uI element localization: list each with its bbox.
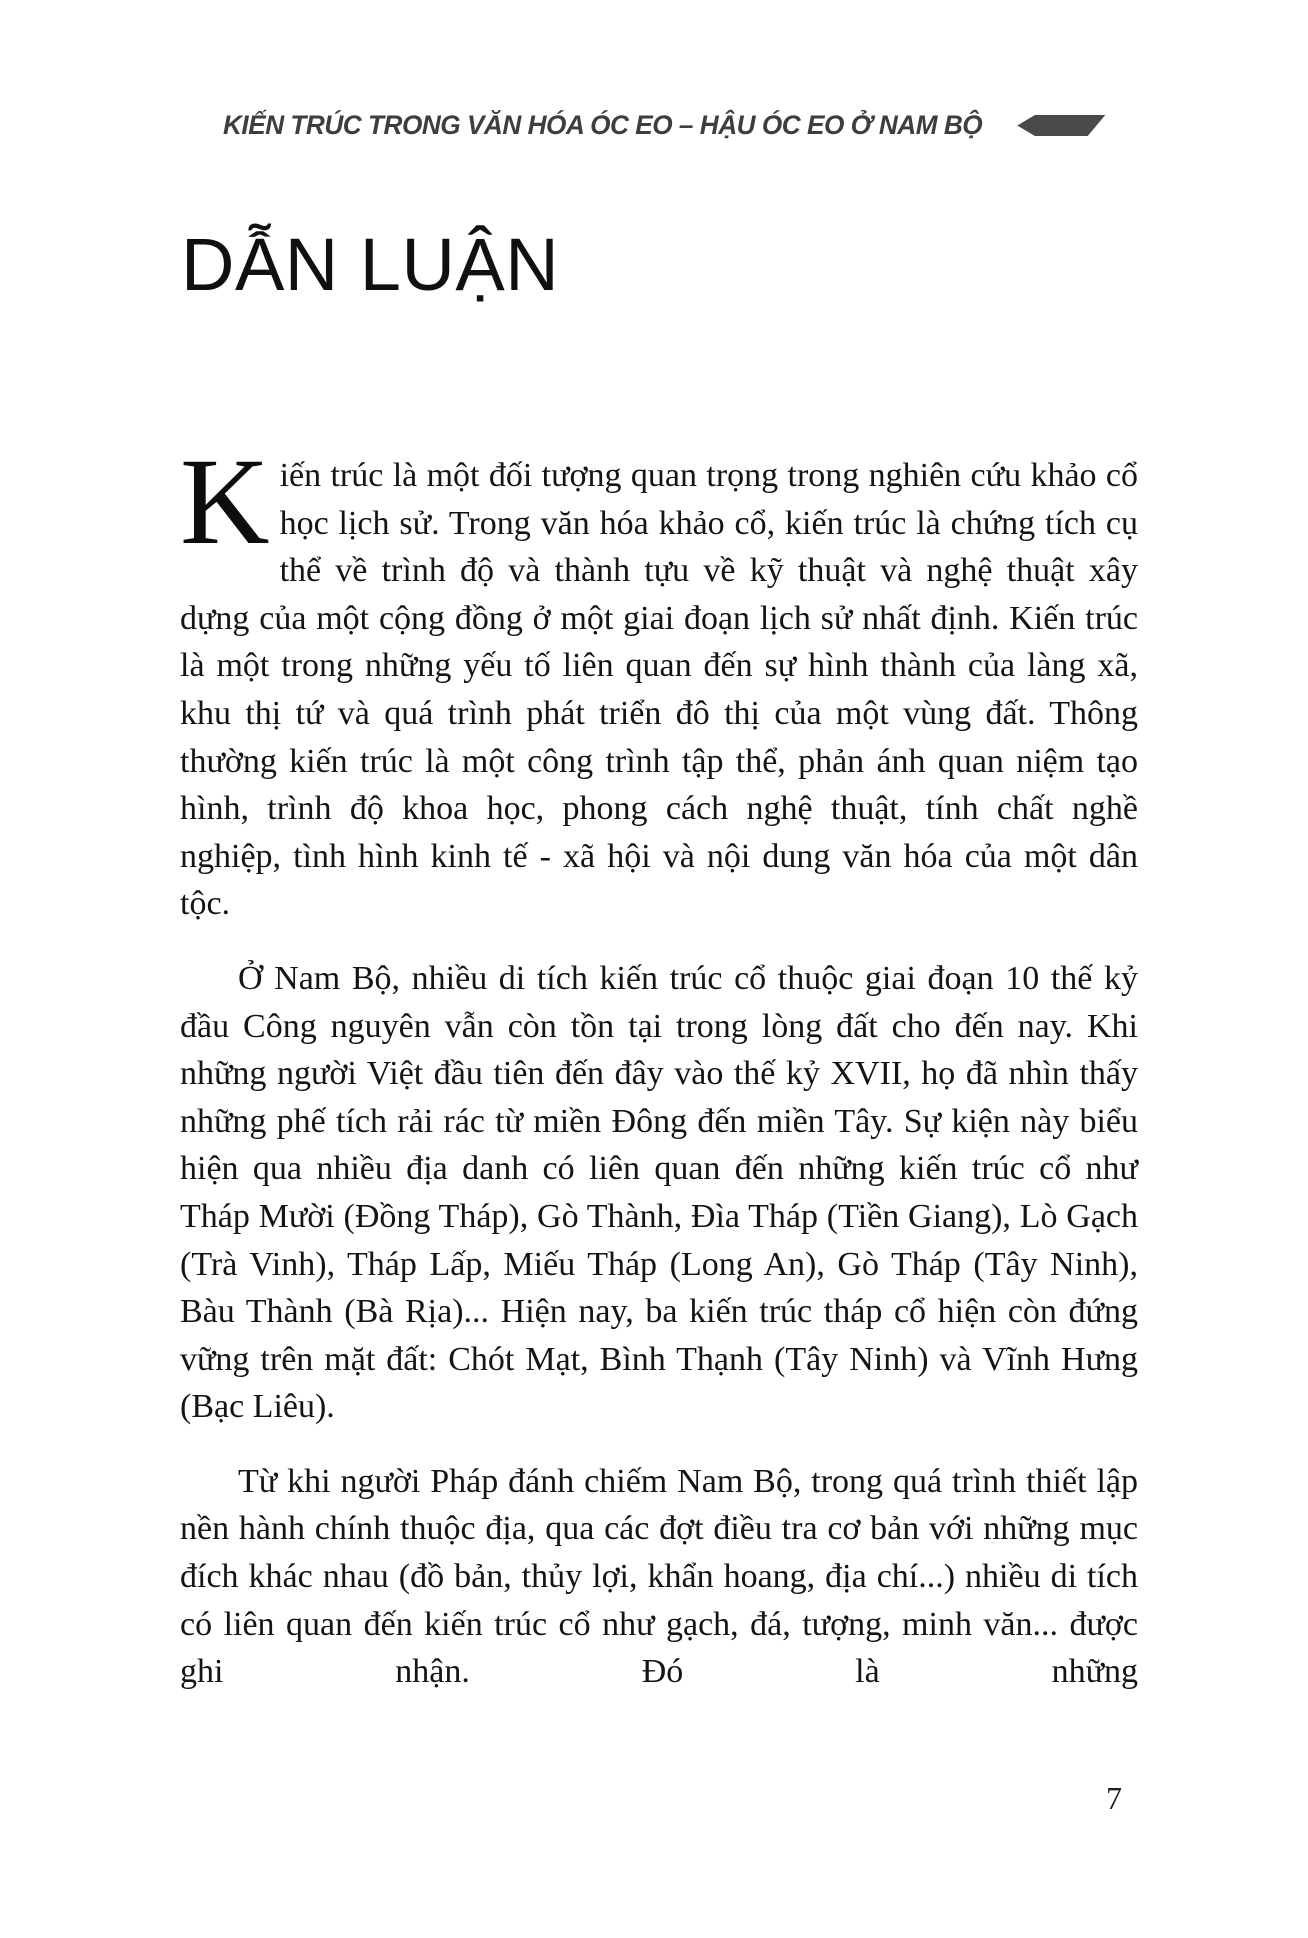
chapter-title: DẪN LUẬN xyxy=(181,223,560,306)
paragraph-1-text: iến trúc là một đối tượng quan trọng trong nghiên cứu khảo cổ học lịch sử. Trong văn hóa khảo cổ, kiến trúc là chứng tích cụ thể về trình độ và thành tựu về kỹ thuật và nghệ thuật xây dựng của một cộng đồng ở một giai đoạn lịch sử nhất định. Kiến trúc là một trong những yếu tố liên quan đến sự hình thành của làng xã, khu thị tứ và quá trình phát triển đô thị của một vùng đất. Thông thường kiến trúc là một công trình tập thể, phản ánh quan niệm tạo hình, trình độ khoa học, phong cách nghệ thuật, tính chất nghề nghiệp, tình hình kinh tế - xã hội và nội dung văn hóa của một dân tộc. xyxy=(180,457,1138,923)
page-number: 7 xyxy=(1106,1780,1122,1816)
tapered-arrow-icon xyxy=(1017,115,1105,136)
paragraph-2: Ở Nam Bộ, nhiều di tích kiến trúc cổ thuộc giai đoạn 10 thế kỷ đầu Công nguyên vẫn còn tồn tại trong lòng đất cho đến nay. Khi những người Việt đầu tiên đến đây vào thế kỷ XVII, họ đã nhìn thấy những phế tích rải rác từ miền Đông đến miền Tây. Sự kiện này biểu hiện qua nhiều địa danh có liên quan đến những kiến trúc cổ như Tháp Mười (Đồng Tháp), Gò Thành, Đìa Tháp (Tiền Giang), Lò Gạch (Trà Vinh), Tháp Lấp, Miếu Tháp (Long An), Gò Tháp (Tây Ninh), Bàu Thành (Bà Rịa)... Hiện nay, ba kiến trúc tháp cổ hiện còn đứng vững trên mặt đất: Chót Mạt, Bình Thạnh (Tây Ninh) và Vĩnh Hưng (Bạc Liêu). xyxy=(180,959,1138,1426)
body-text xyxy=(180,433,1138,1723)
paragraph-3: Từ khi người Pháp đánh chiếm Nam Bộ, trong quá trình thiết lập nền hành chính thuộc địa, qua các đợt điều tra cơ bản với những mục đích khác nhau (đồ bản, thủy lợi, khẩn hoang, địa chí...) nhiều di tích có liên quan đến kiến trúc cổ như gạch, đá, tượng, minh văn... được ghi nhận. Đó là những xyxy=(180,1462,1138,1691)
running-header xyxy=(180,110,1148,141)
running-header-title: KIẾN TRÚC TRONG VĂN HÓA ÓC EO – HẬU ÓC EO Ở NAM BỘ xyxy=(222,110,982,140)
drop-cap: K xyxy=(180,433,270,570)
paragraph-1 xyxy=(180,433,1138,928)
